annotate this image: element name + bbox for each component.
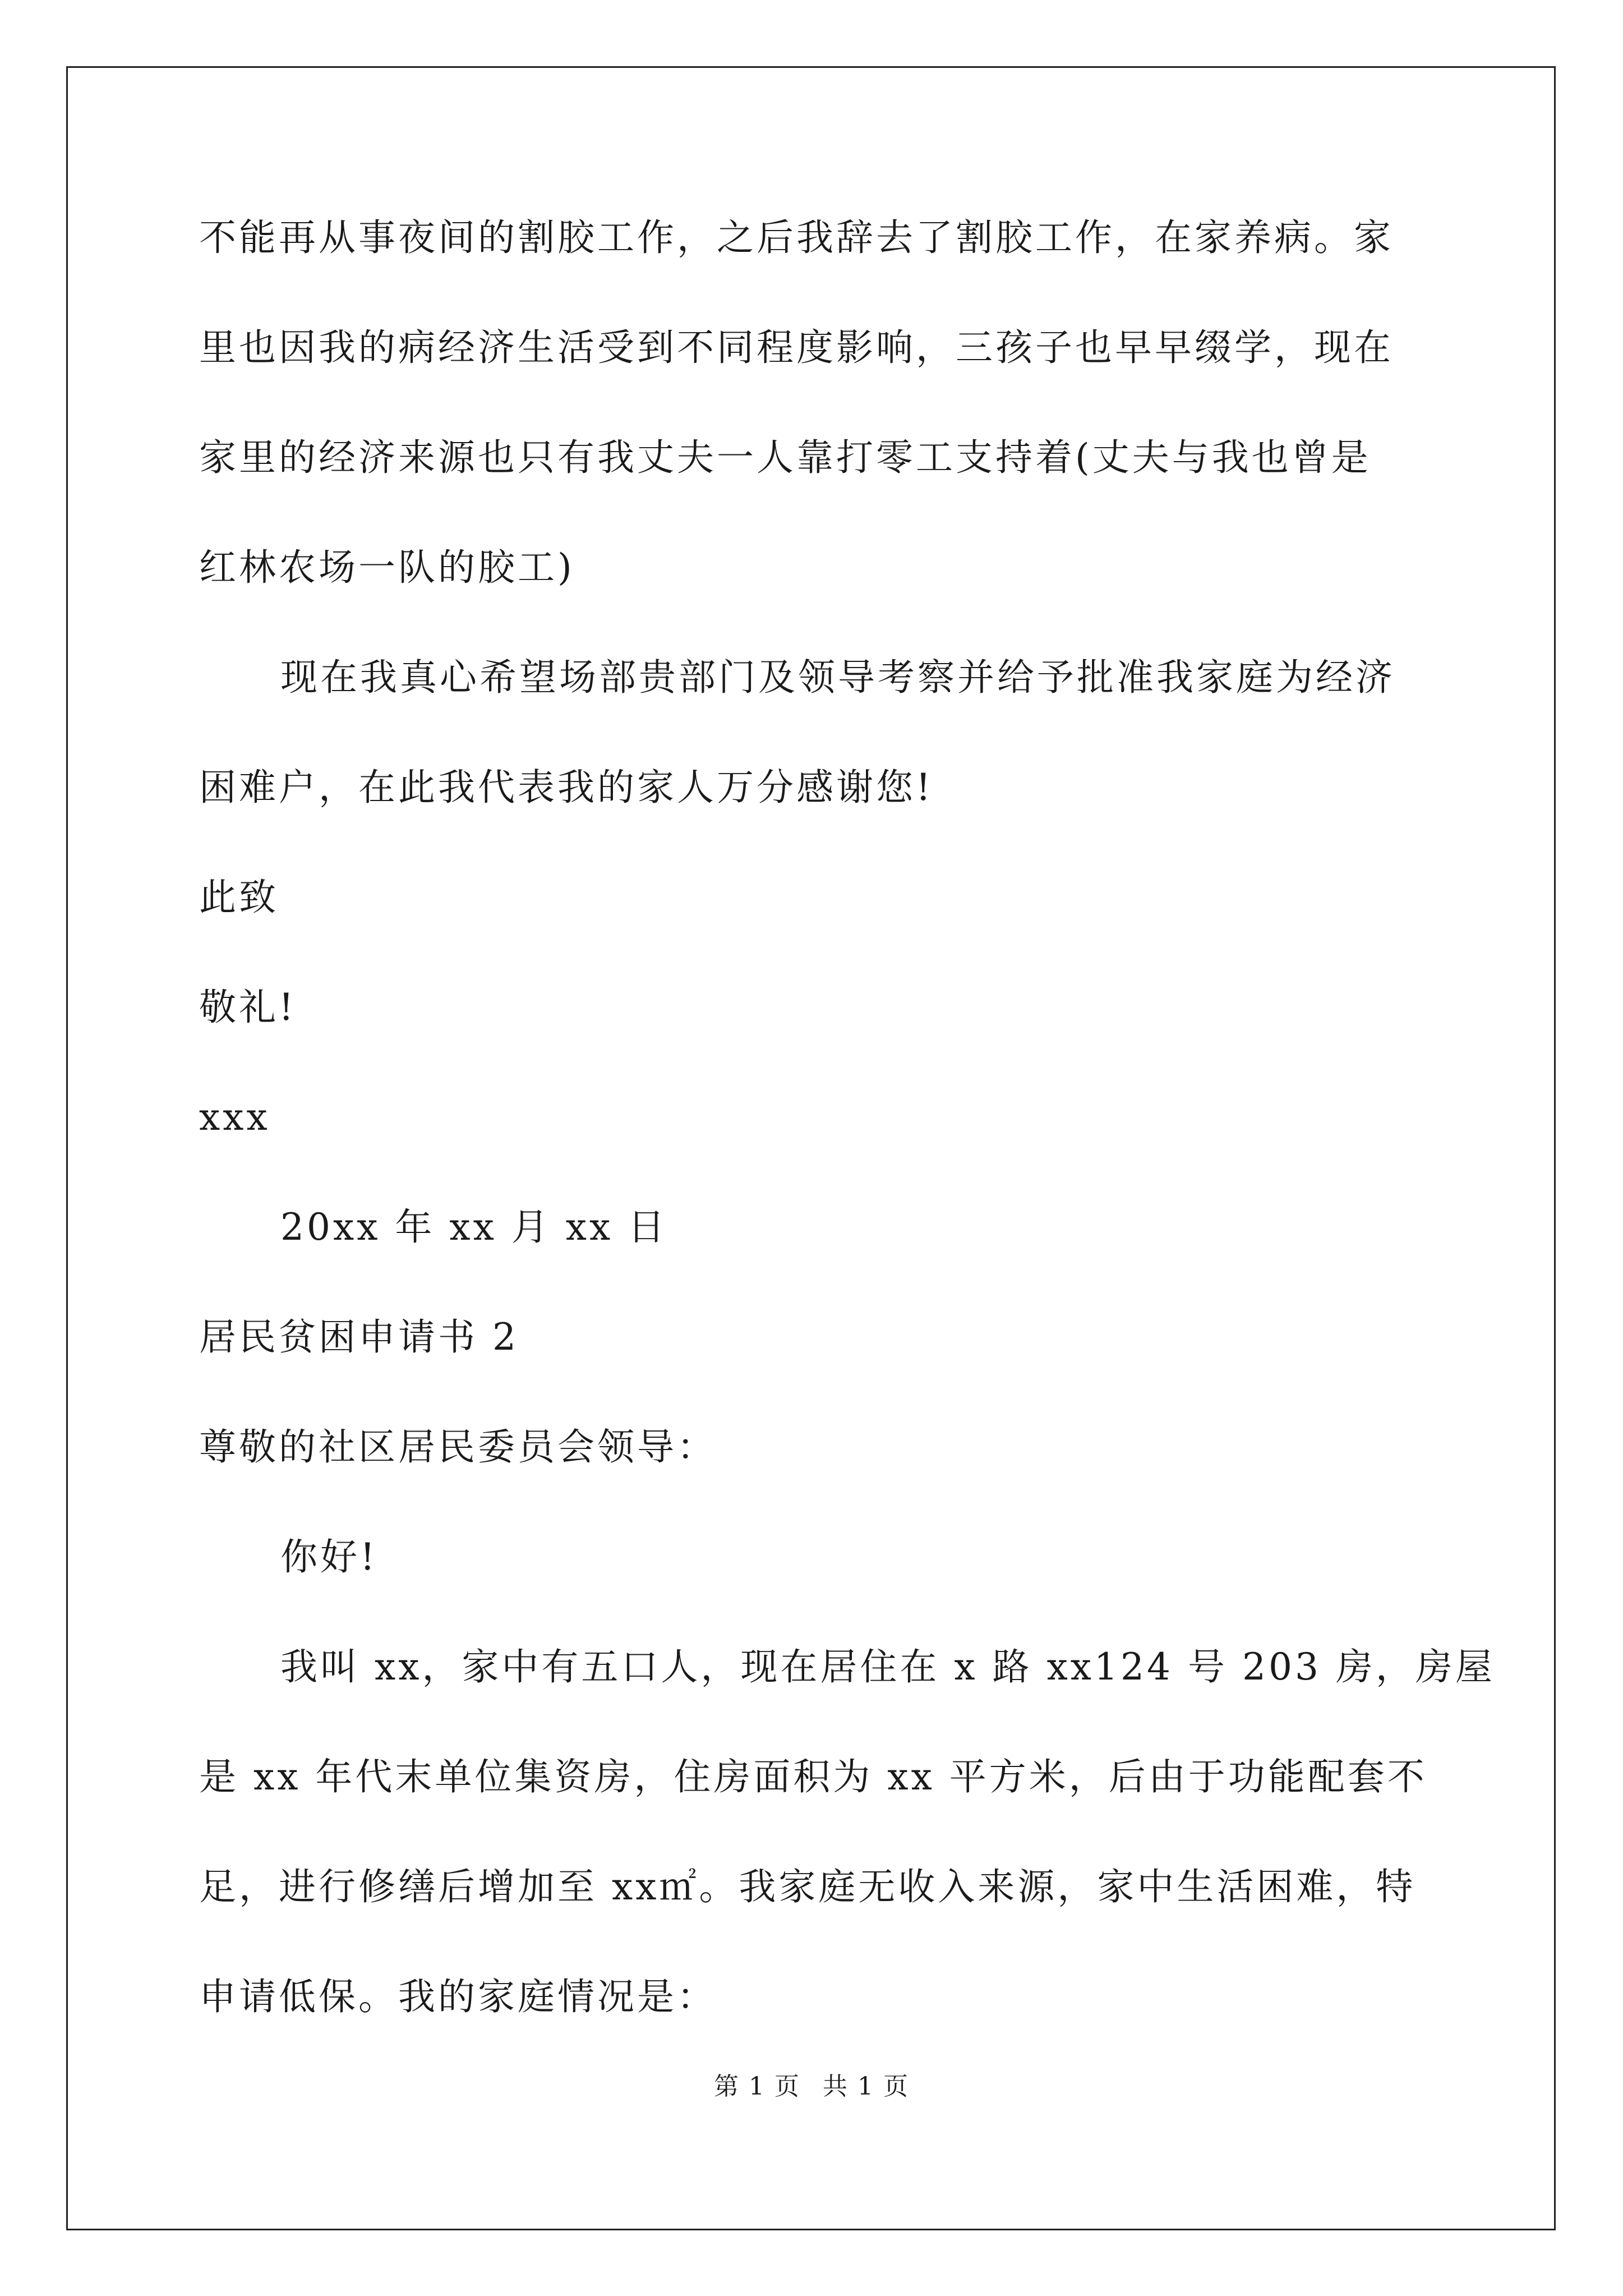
paragraph-line: 足，进行修缮后增加至 xx㎡。我家庭无收入来源，家中生活困难，特 bbox=[199, 1865, 1416, 1908]
page-number-total: 共 1 页 bbox=[823, 2072, 909, 2101]
page-footer bbox=[0, 2070, 1623, 2104]
letter-salutation: 尊敬的社区居民委员会领导： bbox=[199, 1425, 717, 1469]
closing-regards: 敬礼! bbox=[199, 986, 297, 1029]
paragraph-line: 家里的经济来源也只有我丈夫一人靠打零工支持着(丈夫与我也曾是 bbox=[199, 436, 1371, 479]
paragraph-line: 不能再从事夜间的割胶工作，之后我辞去了割胶工作，在家养病。家 bbox=[199, 216, 1394, 259]
paragraph-line: 申请低保。我的家庭情况是： bbox=[199, 1975, 717, 2018]
paragraph-line: 现在我真心希望场部贵部门及领导考察并给予批准我家庭为经济 bbox=[280, 656, 1395, 699]
paragraph-line: 我叫 xx，家中有五口人，现在居住在 x 路 xx124 号 203 房，房屋 bbox=[280, 1645, 1495, 1688]
paragraph-line: 里也因我的病经济生活受到不同程度影响，三孩子也早早缀学，现在 bbox=[199, 326, 1394, 369]
section-title: 居民贫困申请书 2 bbox=[199, 1315, 519, 1359]
paragraph-line: 困难户，在此我代表我的家人万分感谢您! bbox=[199, 766, 934, 809]
document-body bbox=[199, 211, 1495, 2080]
signature-name: xxx bbox=[199, 1096, 270, 1139]
paragraph-line: 是 xx 年代末单位集资房，住房面积为 xx 平方米，后由于功能配套不 bbox=[199, 1755, 1427, 1798]
paragraph-line: 红林农场一队的胶工) bbox=[199, 546, 575, 589]
closing-salutation: 此致 bbox=[199, 876, 279, 919]
greeting: 你好! bbox=[280, 1535, 378, 1579]
page-number-current: 第 1 页 bbox=[714, 2072, 800, 2101]
signature-date: 20xx 年 xx 月 xx 日 bbox=[280, 1205, 668, 1249]
